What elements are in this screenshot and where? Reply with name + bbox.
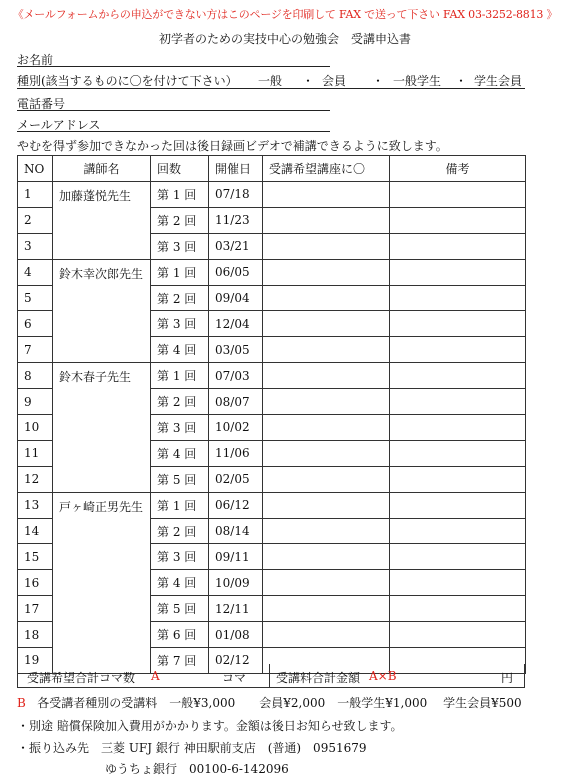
session-number: 第 2 回 bbox=[151, 389, 209, 415]
apply-cell[interactable] bbox=[263, 363, 390, 389]
course-table bbox=[17, 155, 526, 674]
session-date: 06/12 bbox=[209, 492, 263, 518]
category-label: 種別(該当するものに〇を付けて下さい） bbox=[17, 74, 238, 88]
table-row bbox=[18, 259, 526, 285]
apply-cell[interactable] bbox=[263, 466, 390, 492]
row-no: 3 bbox=[18, 233, 53, 259]
apply-cell[interactable] bbox=[263, 622, 390, 648]
postal-account: ゆうちょ銀行 00100-6-142096 bbox=[105, 762, 289, 776]
row-no: 10 bbox=[18, 415, 53, 441]
row-no: 6 bbox=[18, 311, 53, 337]
row-no: 2 bbox=[18, 207, 53, 233]
header-apply: 受講希望講座に〇 bbox=[263, 156, 390, 182]
row-no: 12 bbox=[18, 466, 53, 492]
table-header-row bbox=[18, 156, 526, 182]
session-number: 第 2 回 bbox=[151, 285, 209, 311]
remarks-cell[interactable] bbox=[390, 596, 526, 622]
fee-marker-b: B bbox=[17, 696, 26, 710]
row-no: 7 bbox=[18, 337, 53, 363]
session-number: 第 1 回 bbox=[151, 182, 209, 208]
instructor-name: 戸ヶ崎正男先生 bbox=[53, 492, 151, 673]
instructor-name: 鈴木春子先生 bbox=[53, 363, 151, 492]
makeup-note: やむを得ず参加できなかった回は後日録画ビデオで補講できるように致します。 bbox=[17, 139, 448, 153]
session-date: 06/05 bbox=[209, 259, 263, 285]
session-date: 09/04 bbox=[209, 285, 263, 311]
session-number: 第 2 回 bbox=[151, 207, 209, 233]
session-number: 第 7 回 bbox=[151, 648, 209, 674]
session-number: 第 4 回 bbox=[151, 440, 209, 466]
summary-divider bbox=[269, 664, 270, 687]
session-date: 09/11 bbox=[209, 544, 263, 570]
row-no: 8 bbox=[18, 363, 53, 389]
instructor-name: 鈴木幸次郎先生 bbox=[53, 259, 151, 363]
total-fee-formula: A×B bbox=[369, 669, 397, 683]
total-sessions-label: 受講希望合計コマ数 bbox=[27, 671, 136, 685]
session-date: 10/02 bbox=[209, 415, 263, 441]
remarks-cell[interactable] bbox=[390, 233, 526, 259]
apply-cell[interactable] bbox=[263, 544, 390, 570]
session-date: 07/18 bbox=[209, 182, 263, 208]
remarks-cell[interactable] bbox=[390, 440, 526, 466]
apply-cell[interactable] bbox=[263, 311, 390, 337]
separator-dot: ・ bbox=[372, 74, 385, 88]
session-number: 第 2 回 bbox=[151, 518, 209, 544]
form-title: 初学者のための実技中心の勉強会 受講申込書 bbox=[158, 32, 411, 46]
apply-cell[interactable] bbox=[263, 440, 390, 466]
session-number: 第 5 回 bbox=[151, 466, 209, 492]
session-date: 03/21 bbox=[209, 233, 263, 259]
total-sessions-unit: コマ bbox=[222, 671, 247, 685]
apply-cell[interactable] bbox=[263, 415, 390, 441]
bank-account: ・振り込み先 三菱 UFJ 銀行 神田駅前支店 (普通) 0951679 bbox=[17, 741, 367, 755]
name-label: お名前 bbox=[17, 53, 54, 67]
email-underline bbox=[17, 131, 330, 132]
session-number: 第 5 回 bbox=[151, 596, 209, 622]
row-no: 5 bbox=[18, 285, 53, 311]
session-date: 11/06 bbox=[209, 440, 263, 466]
apply-cell[interactable] bbox=[263, 233, 390, 259]
remarks-cell[interactable] bbox=[390, 311, 526, 337]
session-number: 第 3 回 bbox=[151, 544, 209, 570]
apply-cell[interactable] bbox=[263, 259, 390, 285]
remarks-cell[interactable] bbox=[390, 518, 526, 544]
insurance-note: ・別途 賠償保険加入費用がかかります。金額は後日お知らせ致します。 bbox=[17, 719, 403, 733]
apply-cell[interactable] bbox=[263, 570, 390, 596]
session-date: 08/07 bbox=[209, 389, 263, 415]
apply-cell[interactable] bbox=[263, 207, 390, 233]
phone-label: 電話番号 bbox=[17, 97, 66, 111]
total-fee-label: 受講料合計金額 bbox=[276, 671, 361, 685]
remarks-cell[interactable] bbox=[390, 363, 526, 389]
category-underline bbox=[17, 88, 525, 89]
row-no: 17 bbox=[18, 596, 53, 622]
summary-row bbox=[17, 664, 525, 688]
session-number: 第 4 回 bbox=[151, 570, 209, 596]
apply-cell[interactable] bbox=[263, 389, 390, 415]
name-underline bbox=[17, 66, 330, 67]
session-number: 第 1 回 bbox=[151, 363, 209, 389]
row-no: 11 bbox=[18, 440, 53, 466]
table-row bbox=[18, 492, 526, 518]
session-number: 第 3 回 bbox=[151, 233, 209, 259]
total-fee-unit: 円 bbox=[501, 671, 514, 685]
table-row bbox=[18, 363, 526, 389]
header-date: 開催日 bbox=[209, 156, 263, 182]
email-label: メールアドレス bbox=[17, 118, 101, 132]
remarks-cell[interactable] bbox=[390, 622, 526, 648]
row-no: 19 bbox=[18, 648, 53, 674]
header-no: NO bbox=[18, 156, 53, 182]
session-number: 第 4 回 bbox=[151, 337, 209, 363]
category-general: 一般 bbox=[258, 74, 283, 88]
fee-line: 各受講者種別の受講料 一般¥3,000 会員¥2,000 一般学生¥1,000 学生会員¥500 bbox=[37, 696, 522, 710]
session-date: 02/05 bbox=[209, 466, 263, 492]
row-no: 1 bbox=[18, 182, 53, 208]
apply-cell[interactable] bbox=[263, 492, 390, 518]
session-date: 10/09 bbox=[209, 570, 263, 596]
table-row bbox=[18, 182, 526, 208]
row-no: 13 bbox=[18, 492, 53, 518]
remarks-cell[interactable] bbox=[390, 466, 526, 492]
header-session: 回数 bbox=[151, 156, 209, 182]
session-number: 第 1 回 bbox=[151, 259, 209, 285]
category-student-member: 学生会員 bbox=[474, 74, 523, 88]
apply-cell[interactable] bbox=[263, 518, 390, 544]
header-instructor: 講師名 bbox=[53, 156, 151, 182]
row-no: 4 bbox=[18, 259, 53, 285]
remarks-cell[interactable] bbox=[390, 415, 526, 441]
phone-underline bbox=[17, 110, 330, 111]
remarks-cell[interactable] bbox=[390, 207, 526, 233]
session-number: 第 1 回 bbox=[151, 492, 209, 518]
remarks-cell[interactable] bbox=[390, 492, 526, 518]
session-date: 03/05 bbox=[209, 337, 263, 363]
apply-cell[interactable] bbox=[263, 182, 390, 208]
fee-schedule bbox=[17, 694, 522, 711]
remarks-cell[interactable] bbox=[390, 337, 526, 363]
session-number: 第 6 回 bbox=[151, 622, 209, 648]
apply-cell[interactable] bbox=[263, 596, 390, 622]
session-number: 第 3 回 bbox=[151, 311, 209, 337]
separator-dot: ・ bbox=[302, 74, 315, 88]
row-no: 18 bbox=[18, 622, 53, 648]
session-date: 11/23 bbox=[209, 207, 263, 233]
total-sessions-var: A bbox=[151, 669, 160, 683]
apply-cell[interactable] bbox=[263, 337, 390, 363]
session-date: 01/08 bbox=[209, 622, 263, 648]
session-date: 08/14 bbox=[209, 518, 263, 544]
row-no: 9 bbox=[18, 389, 53, 415]
session-date: 12/11 bbox=[209, 596, 263, 622]
apply-cell[interactable] bbox=[263, 285, 390, 311]
header-remarks: 備考 bbox=[390, 156, 526, 182]
row-no: 14 bbox=[18, 518, 53, 544]
remarks-cell[interactable] bbox=[390, 182, 526, 208]
remarks-cell[interactable] bbox=[390, 259, 526, 285]
separator-dot: ・ bbox=[455, 74, 468, 88]
remarks-cell[interactable] bbox=[390, 285, 526, 311]
row-no: 16 bbox=[18, 570, 53, 596]
remarks-cell[interactable] bbox=[390, 389, 526, 415]
remarks-cell[interactable] bbox=[390, 544, 526, 570]
category-general-student: 一般学生 bbox=[393, 74, 442, 88]
session-date: 12/04 bbox=[209, 311, 263, 337]
instructor-name: 加藤蓬悦先生 bbox=[53, 182, 151, 260]
category-member: 会員 bbox=[322, 74, 347, 88]
session-date: 07/03 bbox=[209, 363, 263, 389]
remarks-cell[interactable] bbox=[390, 570, 526, 596]
session-number: 第 3 回 bbox=[151, 415, 209, 441]
session-date: 02/12 bbox=[209, 648, 263, 674]
row-no: 15 bbox=[18, 544, 53, 570]
fax-notice: 《メールフォームからの申込ができない方はこのページを印刷して FAX で送って下さい FAX 03-3252-8813 》 bbox=[12, 8, 558, 21]
